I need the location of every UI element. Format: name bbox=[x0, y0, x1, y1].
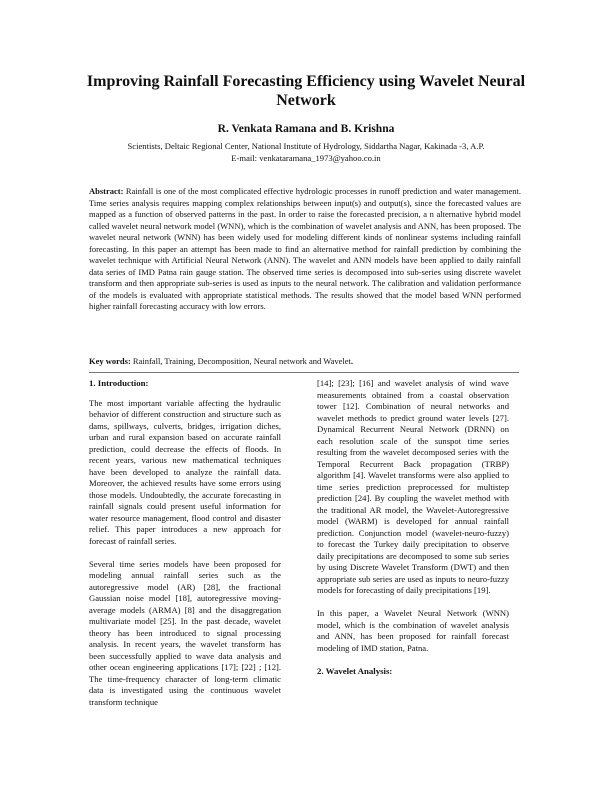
keywords bbox=[89, 356, 521, 366]
abstract-label: Abstract: bbox=[89, 186, 124, 196]
wavelet-analysis-heading: 2. Wavelet Analysis: bbox=[317, 665, 393, 676]
abstract bbox=[89, 186, 521, 313]
left-column bbox=[89, 378, 281, 720]
keywords-label: Key words: bbox=[89, 356, 131, 366]
introduction-paragraph-4: In this paper, a Wavelet Neural Network (WNN) model, which is the combination of wavelet analysis and ANN, has been proposed for rainfall forecast modeling of IMD station, Patna. bbox=[317, 608, 509, 653]
abstract-text: Rainfall is one of the most complicated effective hydrologic processes in runoff prediction and water management. Time series analysis requires mapping complex relationships between input(s) and output(s), since the forecasted values are mapped as a function of observed patterns in the past. In order to raise the forecasted precision, a n alternative hybrid model called wavelet neural network model (WNN), which is the combination of wavelet analysis and ANN, has been proposed. The wavelet neural network (WNN) has been widely used for modeling different kinds of nonlinear systems including rainfall forecasting. In this paper an attempt has been made to find an alternative method for rainfall prediction by combining the wavelet technique with Artificial Neural Network (ANN). The wavelet and ANN models have been applied to daily rainfall data series of IMD Patna rain gauge station. The observed time series is decomposed into sub-series using discrete wavelet transform and then appropriate sub-series is used as inputs to the neural network. The calibration and validation performance of the models is evaluated with appropriate statistical methods. The results showed that the model based WNN performed higher rainfall forecasting accuracy with low errors. bbox=[89, 186, 522, 312]
section-divider bbox=[89, 372, 519, 373]
keywords-end: . bbox=[350, 356, 354, 366]
right-column bbox=[317, 378, 509, 685]
paper-title: Improving Rainfall Forecasting Efficiency using Wavelet Neural Network bbox=[86, 73, 526, 109]
keywords-text: Rainfall, Training, Decomposition, Neural network and Wavelet bbox=[132, 356, 351, 366]
introduction-paragraph-1: The most important variable affecting the hydraulic behavior of different construction and structure such as dams, spillways, culverts, bridges, irrigation diches, urban and rural expansion based on accurate rainfall prediction, could decrease the effects of floods. In recent years, various new mathematical techniques have been developed to analyze the rainfall data. Moreover, the achieved results have some errors using those models. Undoubtedly, the accurate forecasting in rainfall signals could present useful information for water resource management, flood control and disaster relief. This paper introduces a new approach for forecast of rainfall series. bbox=[89, 397, 281, 546]
introduction-paragraph-3: [14]; [23]; [16] and wavelet analysis of wind wave measurements obtained from a coastal observation tower [12]. Combination of neural networks and wavelet methods to predict ground water levels [27]. Dynamical Recurrent Neural Network (DRNN) on each resolution scale of the sunspot time series resulting from the wavelet decomposed series with the Temporal Recurrent Back propagation (TRBP) algorithm [4]. Wavelet transforms were also applied to time series prediction preprocessed for multistep prediction [24]. By coupling the wavelet method with the traditional AR model, the Wavelet-Autoregressive model (WARM) is developed for annual rainfall prediction. Conjunction model (wavelet-neuro-fuzzy) to forecast the Turkey daily precipitation to observe daily precipitations are decomposed to some sub series by using Discrete Wavelet Transform (DWT) and then appropriate sub series are used as inputs to neuro-fuzzy models for forecasting of daily precipitations [19]. bbox=[317, 378, 509, 595]
author-affiliation: Scientists, Deltaic Regional Center, National Institute of Hydrology, Siddartha Nagar, Kakinada -3, A.P. bbox=[127, 141, 485, 151]
introduction-paragraph-2: Several time series models have been proposed for modeling annual rainfall series such as the autoregressive model (AR) [28], the fractional Gaussian noise model [18], autoregressive moving-average models (ARMA) [8] and the disaggregation multivariate model [25]. In the past decade, wavelet theory has been introduced to signal processing analysis. In recent years, the wavelet transform has been successfully applied to wave data analysis and other ocean engineering applications [17]; [22] ; [12]. The time-frequency character of long-term climatic data is investigated using the continuous wavelet transform technique bbox=[89, 558, 281, 707]
author-affiliation-block bbox=[70, 140, 542, 164]
paper-authors: R. Venkata Ramana and B. Krishna bbox=[217, 123, 395, 135]
introduction-heading: 1. Introduction: bbox=[89, 378, 149, 388]
author-email: E-mail: venkataramana_1973@yahoo.co.in bbox=[231, 153, 381, 163]
